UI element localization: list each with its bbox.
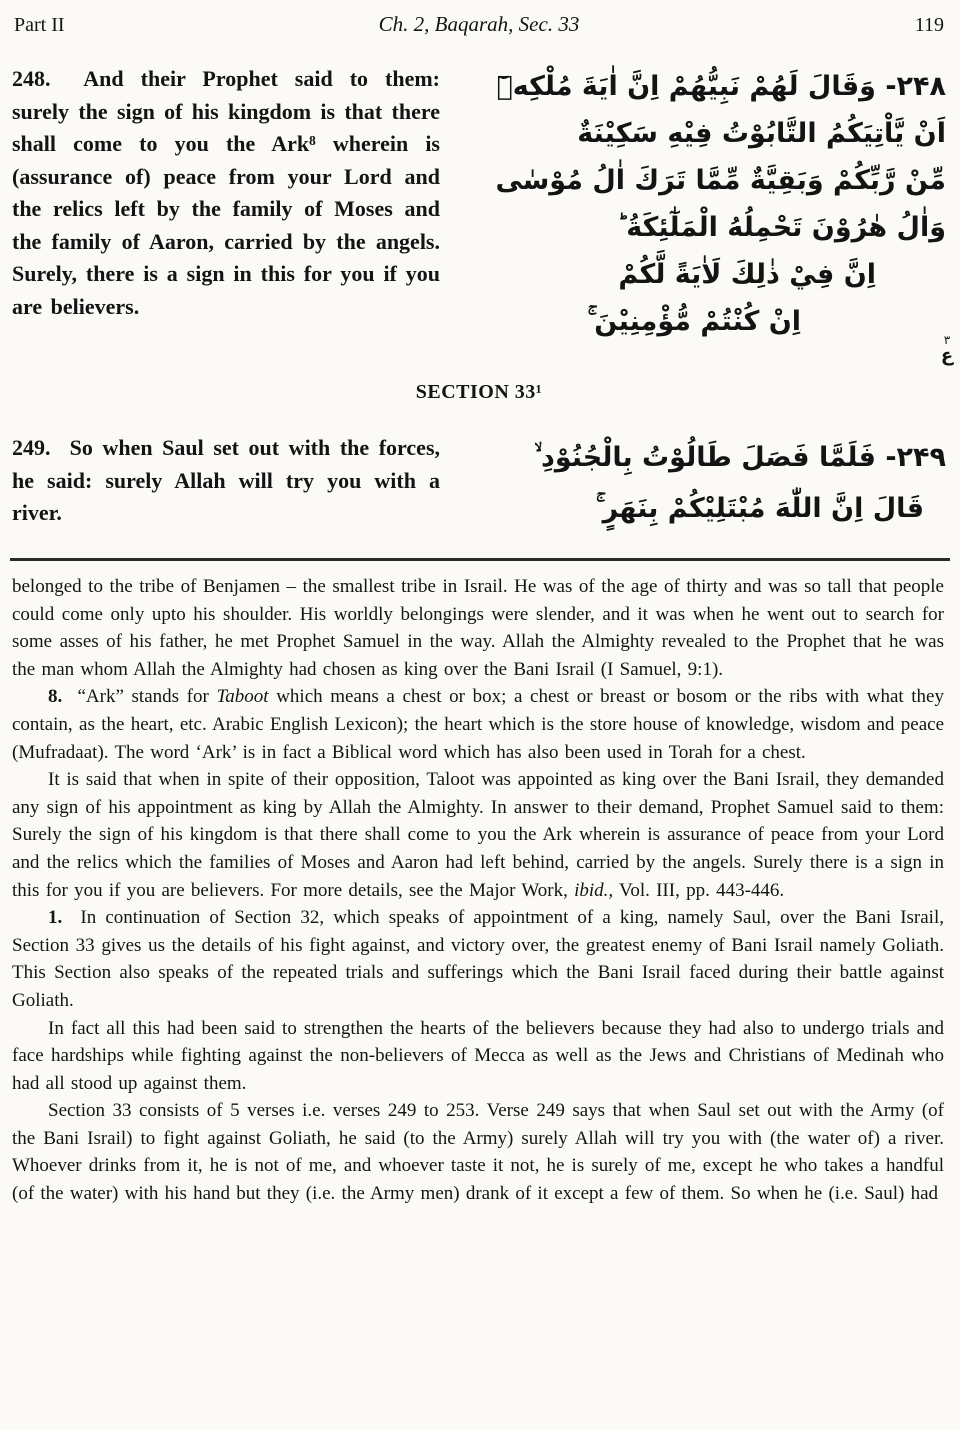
- ruku-ain-glyph: ع: [940, 344, 954, 366]
- page-number: 119: [914, 14, 944, 36]
- chapter-heading: Ch. 2, Baqarah, Sec. 33: [378, 12, 580, 36]
- footnote-paragraph: It is said that when in spite of their opposition, Taloot was appointed as king over the Bani Israil, they demanded any sign of his appointment as king by Allah the Almighty. In answer to their demand, Prophet Samuel said to them: Surely the sign of his kingdom is that there shall come to you the Ark wherein is assurance of peace from your Lord and the relics which the families of Moses and Aaron had left behind, carried by the angels. Surely there is a sign in this for you if you are believers. For more details, see the Major Work, ibid., Vol. III, pp. 443-446.: [12, 769, 944, 901]
- arabic-line: اِنَّ فِيْ ذٰلِكَ لَاٰيَةً لَّكُمْ: [618, 259, 876, 290]
- footnote-paragraph: 1. In continuation of Section 32, which speaks of appointment of a king, namely Saul, over the Bani Israil, Section 33 gives us the details of his fight against, and victory over, the greatest enemy of Bani Israil namely Goliath. This Section also speaks of the repeated trials and sufferings which the Bani Israil faced during their battle against Goliath.: [12, 907, 944, 1011]
- verse-249-block: [12, 432, 946, 534]
- arabic-line: قَالَ اِنَّ اللّٰهَ مُبْتَلِيْكُمْ بِنَهَرٍ ۚ: [595, 493, 924, 524]
- page-header: [12, 8, 946, 37]
- verse-248-block: [12, 63, 946, 345]
- arabic-line: اَنْ يَّاْتِيَكُمُ التَّابُوْتُ فِيْهِ سَكِيْنَةٌ: [577, 118, 946, 149]
- footnote-paragraph: In fact all this had been said to strengthen the hearts of the believers because they had also to undergo trials and face hardships while fighting against the non-believers of Mecca as well as the Jews and Christians of Medinah who had all stood up against them.: [12, 1017, 944, 1094]
- verse-249-translation: 249. So when Saul set out with the forces, he said: surely Allah will try you with a river.: [12, 435, 440, 525]
- footnote-divider: [10, 558, 950, 561]
- arabic-line: ۲۴۹- فَلَمَّا فَصَلَ طَالُوْتُ بِالْجُنُوْدِ ۙ: [534, 442, 946, 473]
- arabic-line: وَاٰلُ هٰرُوْنَ تَحْمِلُهُ الْمَلٰٓئِكَةُ ؕ: [616, 212, 946, 243]
- ruku-number: ٣: [943, 333, 951, 347]
- arabic-line: ۲۴۸- وَقَالَ لَهُمْ نَبِيُّهُمْ اِنَّ اٰيَةَ مُلْكِهٖٓ: [496, 71, 946, 102]
- verse-249-arabic: [450, 432, 946, 534]
- part-label: Part II: [14, 14, 65, 36]
- footnotes-section: [12, 573, 946, 1208]
- arabic-line: اِنْ كُنْتُمْ مُّؤْمِنِيْنَ ۚ: [587, 306, 801, 337]
- verse-248-arabic: [450, 63, 946, 345]
- arabic-line: مِّنْ رَّبِّكُمْ وَبَقِيَّةٌ مِّمَّا تَرَكَ اٰلُ مُوْسٰى: [495, 165, 946, 196]
- verse-248-translation: 248. And their Prophet said to them: surely the sign of his kingdom is that there shall come to you the Ark⁸ wherein is (assurance of) peace from your Lord and the relics left by the family of Moses and the family of Aaron, carried by the angels. Surely, there is a sign in this for you if you are believers.: [12, 66, 440, 319]
- footnote-paragraph: Section 33 consists of 5 verses i.e. verses 249 to 253. Verse 249 says that when Saul set out with the Army (of the Bani Israil) to fight against Goliath, he said (to the Army) surely Allah will try you with (the water of) a river. Whoever drinks from it, he is not of me, and whoever taste it not, he is surely of me, except he who takes a handful (of the water) with his hand but they (i.e. the Army men) drank of it except a few of them. So when he (i.e. Saul) had: [12, 1100, 944, 1205]
- footnote-paragraph: 8. “Ark” stands for Taboot which means a chest or box; a chest or breast or bosom or the ribs with what they contain, as the heart, etc. Arabic English Lexicon); the heart which is the store house of knowledge, wisdom and peace (Mufradaat). The word ‘Ark’ is in fact a Biblical word which has also been used in Torah for a chest.: [12, 686, 944, 763]
- footnote-paragraph: belonged to the tribe of Benjamen – the smallest tribe in Israil. He was of the age of thirty and was so tall that people could come only upto his shoulder. His worldly belongings were slender, and it was when he went out to search for some asses of his father, he met Prophet Samuel in the way. Allah the Almighty revealed to the Prophet that he was the man whom Allah the Almighty had chosen as king over the Bani Israil (I Samuel, 9:1).: [12, 576, 944, 680]
- ruku-marker: [936, 334, 958, 365]
- section-heading: SECTION 33¹: [415, 381, 543, 403]
